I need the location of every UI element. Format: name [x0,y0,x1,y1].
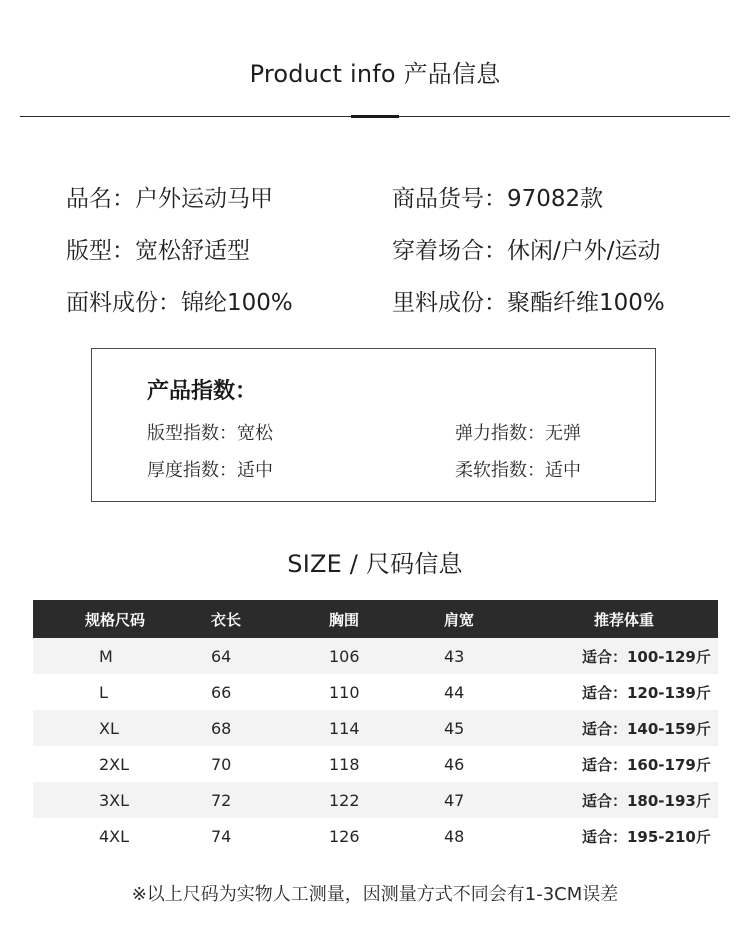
cell-length: 68 [201,710,323,746]
cell-shoulder: 43 [432,638,582,674]
cell-weight: 适合：180-193斤 [582,782,718,818]
cell-weight: 适合：120-139斤 [582,674,718,710]
header-shoulder: 肩宽 [432,600,582,638]
cell-length: 64 [201,638,323,674]
cell-length: 74 [201,818,323,854]
cell-size: M [33,638,201,674]
index-softness: 柔软指数：适中 [455,460,581,481]
info-fabric: 面料成份：锦纶100% [66,289,293,316]
table-row [33,746,718,782]
cell-weight: 适合：100-129斤 [582,638,718,674]
cell-size: XL [33,710,201,746]
size-table [33,600,718,854]
cell-length: 70 [201,746,323,782]
header-chest: 胸围 [323,600,432,638]
cell-length: 72 [201,782,323,818]
size-info-title: SIZE / 尺码信息 [287,550,463,578]
measurement-note: ※以上尺码为实物人工测量，因测量方式不同会有1-3CM误差 [131,884,619,905]
cell-shoulder: 48 [432,818,582,854]
index-elasticity: 弹力指数：无弹 [455,423,581,444]
product-index-title: 产品指数： [147,379,258,404]
header-weight: 推荐体重 [582,600,718,638]
header-length: 衣长 [201,600,323,638]
index-thickness: 厚度指数：适中 [147,460,273,481]
header-size: 规格尺码 [33,600,201,638]
cell-weight: 适合：160-179斤 [582,746,718,782]
info-lining: 里料成份：聚酯纤维100% [392,289,665,316]
table-row [33,782,718,818]
table-row [33,674,718,710]
info-row [66,222,706,274]
table-row [33,638,718,674]
index-row [147,456,627,482]
cell-shoulder: 45 [432,710,582,746]
cell-size: 3XL [33,782,201,818]
cell-length: 66 [201,674,323,710]
index-row [147,419,627,445]
info-occasion: 穿着场合：休闲/户外/运动 [392,237,661,264]
cell-size: 2XL [33,746,201,782]
cell-chest: 114 [323,710,432,746]
cell-weight: 适合：140-159斤 [582,710,718,746]
cell-chest: 118 [323,746,432,782]
size-table-header [33,600,718,638]
table-row [33,818,718,854]
header-divider-accent [351,115,399,118]
info-fit: 版型：宽松舒适型 [66,237,250,264]
cell-shoulder: 44 [432,674,582,710]
product-info-title: Product info 产品信息 [249,60,501,88]
cell-chest: 122 [323,782,432,818]
cell-chest: 106 [323,638,432,674]
info-row [66,274,706,326]
info-product-name: 品名：户外运动马甲 [66,185,273,212]
index-fit: 版型指数：宽松 [147,423,273,444]
info-item-number: 商品货号：97082款 [392,185,604,212]
info-row [66,170,706,222]
cell-size: L [33,674,201,710]
cell-chest: 126 [323,818,432,854]
cell-chest: 110 [323,674,432,710]
table-row [33,710,718,746]
product-index-box [91,348,656,502]
cell-shoulder: 46 [432,746,582,782]
cell-size: 4XL [33,818,201,854]
product-info-grid [66,170,706,326]
cell-weight: 适合：195-210斤 [582,818,718,854]
cell-shoulder: 47 [432,782,582,818]
